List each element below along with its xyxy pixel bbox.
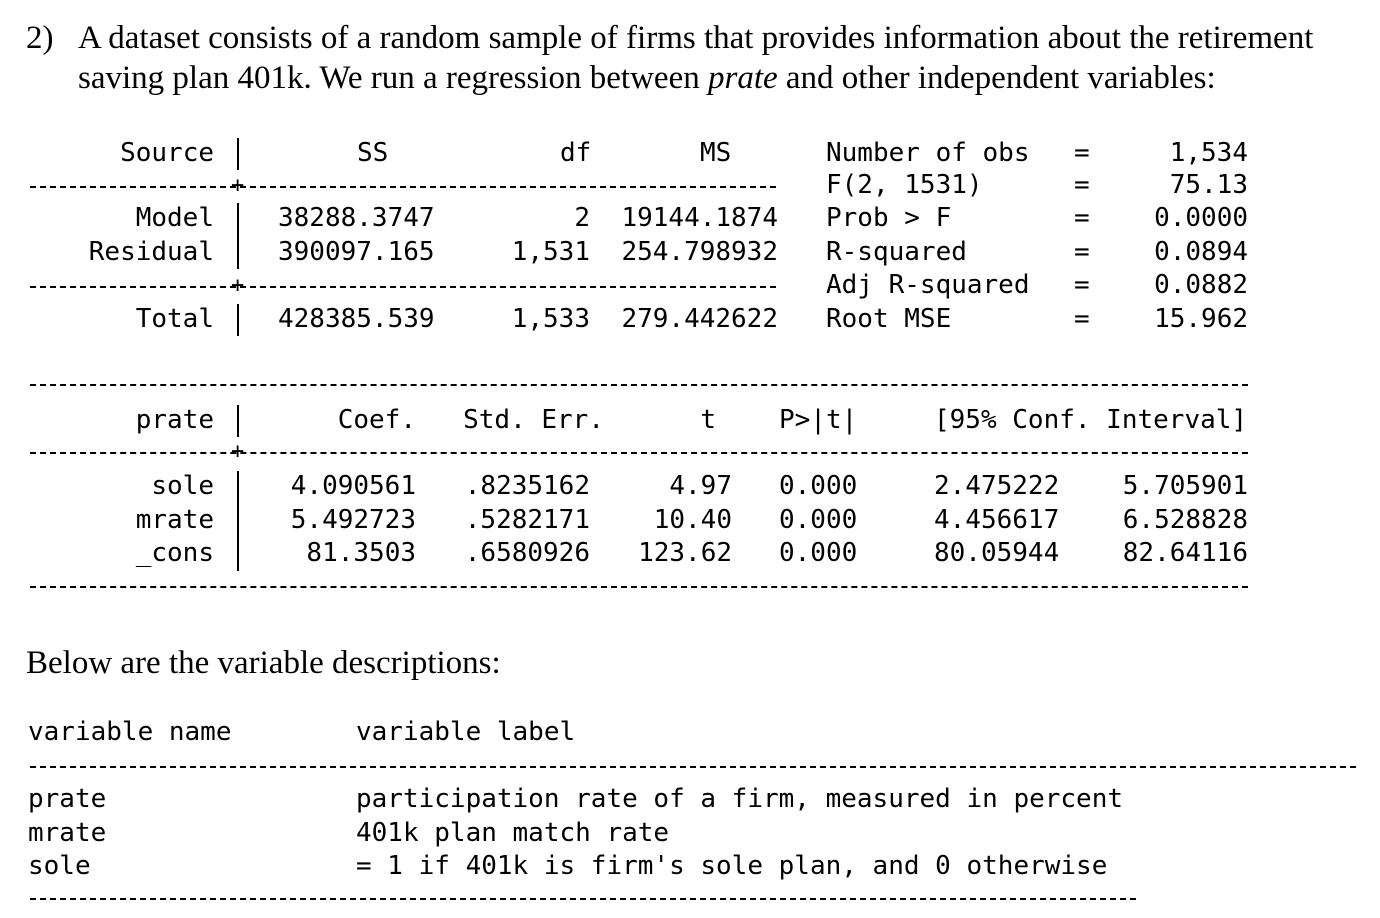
stat-value-adjrsq: 0.0882 xyxy=(1154,270,1248,300)
coef-header-t: t xyxy=(700,405,716,435)
desc-rule-bottom xyxy=(30,898,1136,900)
anova-header-ss: SS xyxy=(357,138,389,168)
coef-coef-mrate: 5.492723 xyxy=(290,505,416,535)
coef-header-se: Std. Err. xyxy=(463,405,604,435)
stat-value-rsq: 0.0894 xyxy=(1154,237,1248,267)
stat-eq: = xyxy=(1074,237,1090,267)
coef-se-sole: .8235162 xyxy=(464,471,590,501)
coef-se-cons: .6580926 xyxy=(464,538,590,568)
desc-name-sole: sole xyxy=(28,851,91,881)
question-var-prate: prate xyxy=(707,60,778,96)
stat-value-f: 75.13 xyxy=(1169,170,1248,200)
anova-header-df: df xyxy=(560,138,592,168)
anova-ms-total: 279.442622 xyxy=(621,304,778,334)
anova-df-residual: 1,531 xyxy=(511,237,590,267)
stat-eq: = xyxy=(1074,270,1090,300)
coef-hi-mrate: 6.528828 xyxy=(1122,505,1248,535)
coef-rule-top xyxy=(30,384,1248,386)
coef-t-mrate: 10.40 xyxy=(653,505,732,535)
desc-name-mrate: mrate xyxy=(28,818,107,848)
coef-lo-sole: 2.475222 xyxy=(934,471,1060,501)
desc-header-label: variable label xyxy=(356,717,576,747)
stat-value-nobs: 1,534 xyxy=(1169,138,1248,168)
desc-label-sole: = 1 if 401k is firm's sole plan, and 0 otherwise xyxy=(356,851,1108,881)
anova-ms-residual: 254.798932 xyxy=(621,237,778,267)
stat-eq: = xyxy=(1074,138,1090,168)
question-line-1: A dataset consists of a random sample of firms that provides information about the retirement xyxy=(78,20,1314,56)
coef-hi-cons: 82.64116 xyxy=(1122,538,1248,568)
coef-lo-cons: 80.05944 xyxy=(934,538,1060,568)
anova-ss-residual: 390097.165 xyxy=(278,237,435,267)
coef-lo-mrate: 4.456617 xyxy=(934,505,1060,535)
coef-t-cons: 123.62 xyxy=(638,538,732,568)
anova-divider xyxy=(237,304,239,336)
anova-df-total: 1,533 xyxy=(511,304,590,334)
question-number: 2) xyxy=(26,20,54,56)
coef-var-sole: sole xyxy=(151,471,214,501)
coef-p-sole: 0.000 xyxy=(779,471,858,501)
stat-value-rmse: 15.962 xyxy=(1154,304,1248,334)
anova-header-ms: MS xyxy=(700,138,732,168)
anova-divider xyxy=(237,203,239,269)
coef-header-p: P>|t| xyxy=(779,405,858,435)
stat-label-rsq: R-squared xyxy=(826,237,967,267)
coef-var-mrate: mrate xyxy=(135,505,214,535)
coef-se-mrate: .5282171 xyxy=(464,505,590,535)
coef-header-ci: [95% Conf. Interval] xyxy=(934,405,1248,435)
coef-divider xyxy=(237,471,239,571)
anova-rule-mid xyxy=(30,286,776,288)
stat-value-probf: 0.0000 xyxy=(1154,203,1248,233)
stat-eq: = xyxy=(1074,304,1090,334)
anova-source-total: Total xyxy=(135,304,214,334)
coef-hi-sole: 5.705901 xyxy=(1122,471,1248,501)
descriptions-intro: Below are the variable descriptions: xyxy=(26,645,501,681)
coef-rule-cross: + xyxy=(231,439,245,464)
desc-label-prate: participation rate of a firm, measured in percent xyxy=(356,784,1124,814)
anova-header-source: Source xyxy=(120,138,214,168)
anova-divider xyxy=(237,138,239,170)
anova-rule-top xyxy=(30,186,776,188)
stat-eq: = xyxy=(1074,203,1090,233)
stat-label-f: F(2, 1531) xyxy=(826,170,983,200)
stat-label-adjrsq: Adj R-squared xyxy=(826,270,1030,300)
coef-p-mrate: 0.000 xyxy=(779,505,858,535)
question-line-2-end: and other independent variables: xyxy=(777,60,1216,96)
coef-t-sole: 4.97 xyxy=(669,471,732,501)
anova-df-model: 2 xyxy=(574,203,590,233)
desc-header-name: variable name xyxy=(28,717,232,747)
question-line-2 xyxy=(78,58,1216,98)
desc-label-mrate: 401k plan match rate xyxy=(356,818,670,848)
stat-label-rmse: Root MSE xyxy=(826,304,952,334)
coef-rule-mid xyxy=(30,452,1248,454)
coef-divider xyxy=(237,405,239,437)
desc-rule-top xyxy=(30,766,1356,768)
question-line-2-start: saving plan 401k. We run a regression between xyxy=(78,60,708,96)
anova-ss-total: 428385.539 xyxy=(278,304,435,334)
coef-coef-sole: 4.090561 xyxy=(290,471,416,501)
coef-header-coef: Coef. xyxy=(337,405,416,435)
anova-source-model: Model xyxy=(135,203,214,233)
stat-eq: = xyxy=(1074,170,1090,200)
anova-ms-model: 19144.1874 xyxy=(621,203,778,233)
coef-coef-cons: 81.3503 xyxy=(306,538,416,568)
anova-rule-cross: + xyxy=(231,173,245,198)
stat-label-probf: Prob > F xyxy=(826,203,952,233)
coef-var-cons: _cons xyxy=(135,538,214,568)
stat-label-nobs: Number of obs xyxy=(826,138,1030,168)
anova-rule-cross: + xyxy=(231,273,245,298)
coef-p-cons: 0.000 xyxy=(779,538,858,568)
anova-source-residual: Residual xyxy=(88,237,214,267)
desc-name-prate: prate xyxy=(28,784,107,814)
coef-rule-bottom xyxy=(30,586,1248,588)
anova-ss-model: 38288.3747 xyxy=(278,203,435,233)
coef-header-var: prate xyxy=(135,405,214,435)
